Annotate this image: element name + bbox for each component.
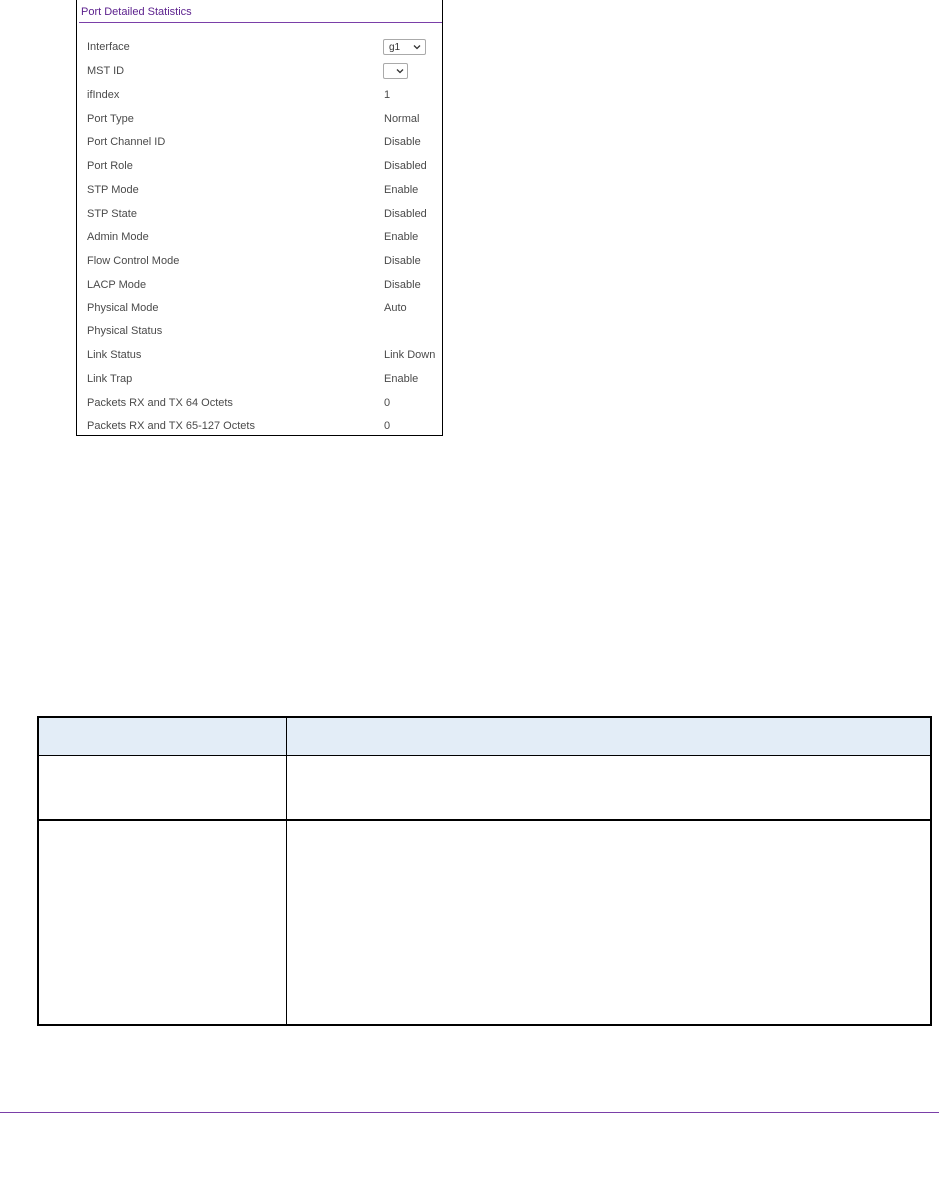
- stat-label: Admin Mode: [87, 231, 149, 243]
- interface-select[interactable]: [383, 39, 426, 55]
- mst-id-row: [77, 62, 442, 82]
- stat-row: [77, 205, 442, 225]
- stat-row: [77, 370, 442, 390]
- stat-label: Physical Mode: [87, 302, 159, 314]
- stat-label: STP Mode: [87, 184, 139, 196]
- column-divider: [286, 718, 287, 1024]
- mst-id-label: MST ID: [87, 65, 125, 77]
- stat-label: Port Channel ID: [87, 136, 166, 148]
- panel-title: Port Detailed Statistics: [81, 6, 192, 18]
- stat-label: Port Type: [87, 113, 134, 125]
- stat-row: [77, 394, 442, 414]
- stat-row: [77, 346, 442, 366]
- port-detailed-statistics-panel: [76, 0, 443, 436]
- title-underline: [79, 22, 443, 23]
- stat-row: [77, 228, 442, 248]
- stat-row: [77, 417, 442, 436]
- description-table: [37, 716, 932, 1026]
- stat-row: [77, 110, 442, 130]
- stat-label: Packets RX and TX 64 Octets: [87, 397, 233, 409]
- stat-row: [77, 86, 442, 106]
- chevron-down-icon: [413, 43, 421, 51]
- stat-label: LACP Mode: [87, 279, 147, 291]
- stat-label: Port Role: [87, 160, 133, 172]
- chevron-down-icon: [396, 67, 404, 75]
- interface-row: [77, 38, 442, 58]
- mst-id-select[interactable]: [383, 63, 408, 79]
- stat-value: Disable: [384, 136, 421, 148]
- stat-label: ifIndex: [87, 89, 120, 101]
- stat-value: 0: [384, 397, 391, 409]
- stat-row: [77, 322, 442, 342]
- stat-value: Enable: [384, 184, 419, 196]
- stat-value: Disabled: [384, 208, 427, 220]
- stat-label: Link Status: [87, 349, 142, 361]
- stat-value: 1: [384, 89, 391, 101]
- stat-value: Link Down: [384, 349, 436, 361]
- interface-label: Interface: [87, 41, 130, 53]
- stat-label: Packets RX and TX 65-127 Octets: [87, 420, 255, 432]
- stat-label: Flow Control Mode: [87, 255, 180, 267]
- stat-label: Link Trap: [87, 373, 133, 385]
- interface-select-value: g1: [389, 42, 401, 53]
- stat-value: 0: [384, 420, 391, 432]
- stat-row: [77, 276, 442, 296]
- stat-row: [77, 299, 442, 319]
- stat-value: Normal: [384, 113, 420, 125]
- stat-value: Disabled: [384, 160, 427, 172]
- stat-row: [77, 252, 442, 272]
- stat-value: Disable: [384, 255, 421, 267]
- stat-label: Physical Status: [87, 325, 163, 337]
- row-divider: [39, 819, 930, 821]
- stat-label: STP State: [87, 208, 137, 220]
- stat-value: Auto: [384, 302, 407, 314]
- table-header-row: [39, 718, 930, 756]
- footer-divider: [0, 1112, 939, 1113]
- stat-row: [77, 157, 442, 177]
- stat-row: [77, 133, 442, 153]
- stat-value: Disable: [384, 279, 421, 291]
- stat-value: Enable: [384, 231, 419, 243]
- stat-value: Enable: [384, 373, 419, 385]
- stat-row: [77, 181, 442, 201]
